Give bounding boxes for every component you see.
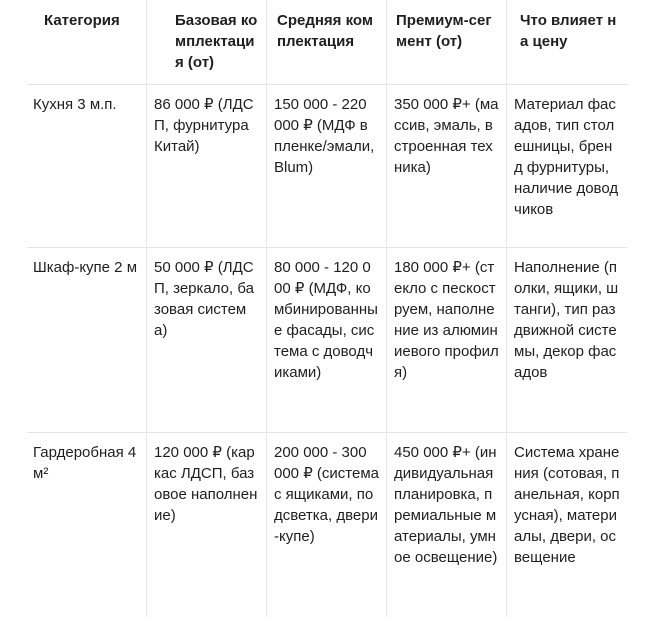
cell-factors: Наполнение (полки, ящики, штанги), тип раздвижной системы, декор фасадов: [506, 248, 627, 432]
table-header-row: [27, 0, 627, 84]
cell-factors: Система хранения (сотовая, панельная, корпусная), материалы, двери, освещение: [506, 433, 627, 617]
cell-base: 50 000 ₽ (ЛДСП, зеркало, базовая система): [146, 248, 266, 432]
cell-medium: 150 000 - 220 000 ₽ (МДФ в пленке/эмали, Blum): [266, 85, 386, 247]
cell-factors: Материал фасадов, тип столешницы, бренд фурнитуры, наличие доводчиков: [506, 85, 627, 247]
cell-premium: 450 000 ₽+ (индивидуальная планировка, премиальные материалы, умное освещение): [386, 433, 506, 617]
header-base-config: Базовая комплектация (от): [146, 0, 266, 84]
table-row: [27, 432, 627, 617]
cell-base: 120 000 ₽ (каркас ЛДСП, базовое наполнение): [146, 433, 266, 617]
header-medium-config: Средняя комплектация: [266, 0, 386, 84]
cell-category: Гардеробная 4 м²: [33, 444, 137, 482]
header-price-factors: Что влияет на цену: [506, 0, 627, 84]
cell-medium: 200 000 - 300 000 ₽ (система с ящиками, подсветка, двери-купе): [266, 433, 386, 617]
cell-medium: 80 000 - 120 000 ₽ (МДФ, комбинированные фасады, система с доводчиками): [266, 248, 386, 432]
price-comparison-table: [27, 0, 627, 617]
cell-premium: 180 000 ₽+ (стекло с пескоструем, наполнение из алюминиевого профиля): [386, 248, 506, 432]
cell-base: 86 000 ₽ (ЛДСП, фурнитура Китай): [146, 85, 266, 247]
cell-category: Кухня 3 м.п.: [33, 96, 117, 113]
cell-premium: 350 000 ₽+ (массив, эмаль, встроенная техника): [386, 85, 506, 247]
header-premium-segment: Премиум-сегмент (от): [386, 0, 506, 84]
cell-category: Шкаф-купе 2 м: [33, 259, 138, 276]
table-row: [27, 247, 627, 432]
header-category: Категория: [44, 12, 120, 29]
table-row: [27, 84, 627, 247]
